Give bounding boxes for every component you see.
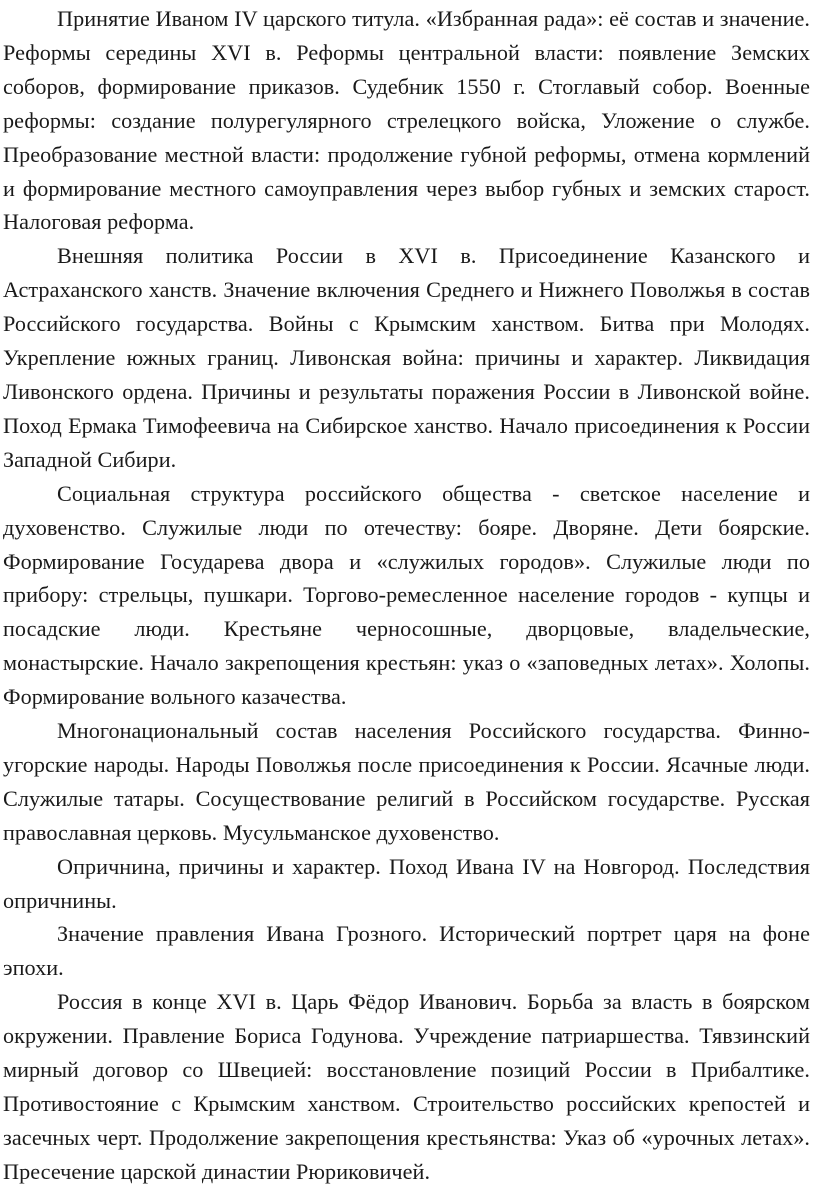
paragraph-social-structure: Социальная структура российского общества - светское население и духовенство. Служилые люди по отечеству: бояре. Дворяне. Дети боярские. Формирование Государева двора и «служилых городов». Служилые люди по прибору: стрельцы, пушкари. Торгово-ремесленное население городов - купцы и посадские люди. Крестьяне черносошные, дворцовые, владельческие, монастырские. Начало закрепощения крестьян: указ о «заповедных летах». Холопы. Формирование вольного казачества. xyxy=(3,480,810,710)
paragraph-foreign-policy: Внешняя политика России в XVI в. Присоединение Казанского и Астраханского ханств. Значение включения Среднего и Нижнего Поволжья в состав Российского государства. Войны с Крымским ханством. Битва при Молодях. Укрепление южных границ. Ливонская война: причины и характер. Ликвидация Ливонского ордена. Причины и результаты поражения России в Ливонской войне. Поход Ермака Тимофеевича на Сибирское ханство. Начало присоединения к России Западной Сибири. xyxy=(3,243,810,472)
paragraph-ivan-iv-reforms: Принятие Иваном IV царского титула. «Избранная рада»: её состав и значение. Реформы середины XVI в. Реформы центральной власти: появление Земских соборов, формирование приказов. Судебник 1550 г. Стоглавый собор. Военные реформы: создание полурегулярного стрелецкого войска, Уложение о службе. Преобразование местной власти: продолжение губной реформы, отмена кормлений и формирование местного самоуправления через выбор губных и земских старост. Налоговая реформа. xyxy=(3,6,810,235)
paragraph-multinational-population: Многонациональный состав населения Российского государства. Финно-угорские народы. Народы Поволжья после присоединения к России. Ясачные люди. Служилые татары. Сосуществование религий в Российском государстве. Русская православная церковь. Мусульманское духовенство. xyxy=(3,718,810,845)
paragraph-ivan-grozny-significance: Значение правления Ивана Грозного. Исторический портрет царя на фоне эпохи. xyxy=(3,921,810,981)
paragraph-oprichnina: Опричнина, причины и характер. Поход Ивана IV на Новгород. Последствия опричнины. xyxy=(3,853,810,913)
paragraph-russia-late-xvi: Россия в конце XVI в. Царь Фёдор Иванович. Борьба за власть в боярском окружении. Правление Бориса Годунова. Учреждение патриаршества. Тявзинский мирный договор со Швецией: восстановление позиций России в Прибалтике. Противостояние с Крымским ханством. Строительство российских крепостей и засечных черт. Продолжение закрепощения крестьянства: Указ об «урочных летах». Пресечение царской династии Рюриковичей. xyxy=(3,989,810,1184)
